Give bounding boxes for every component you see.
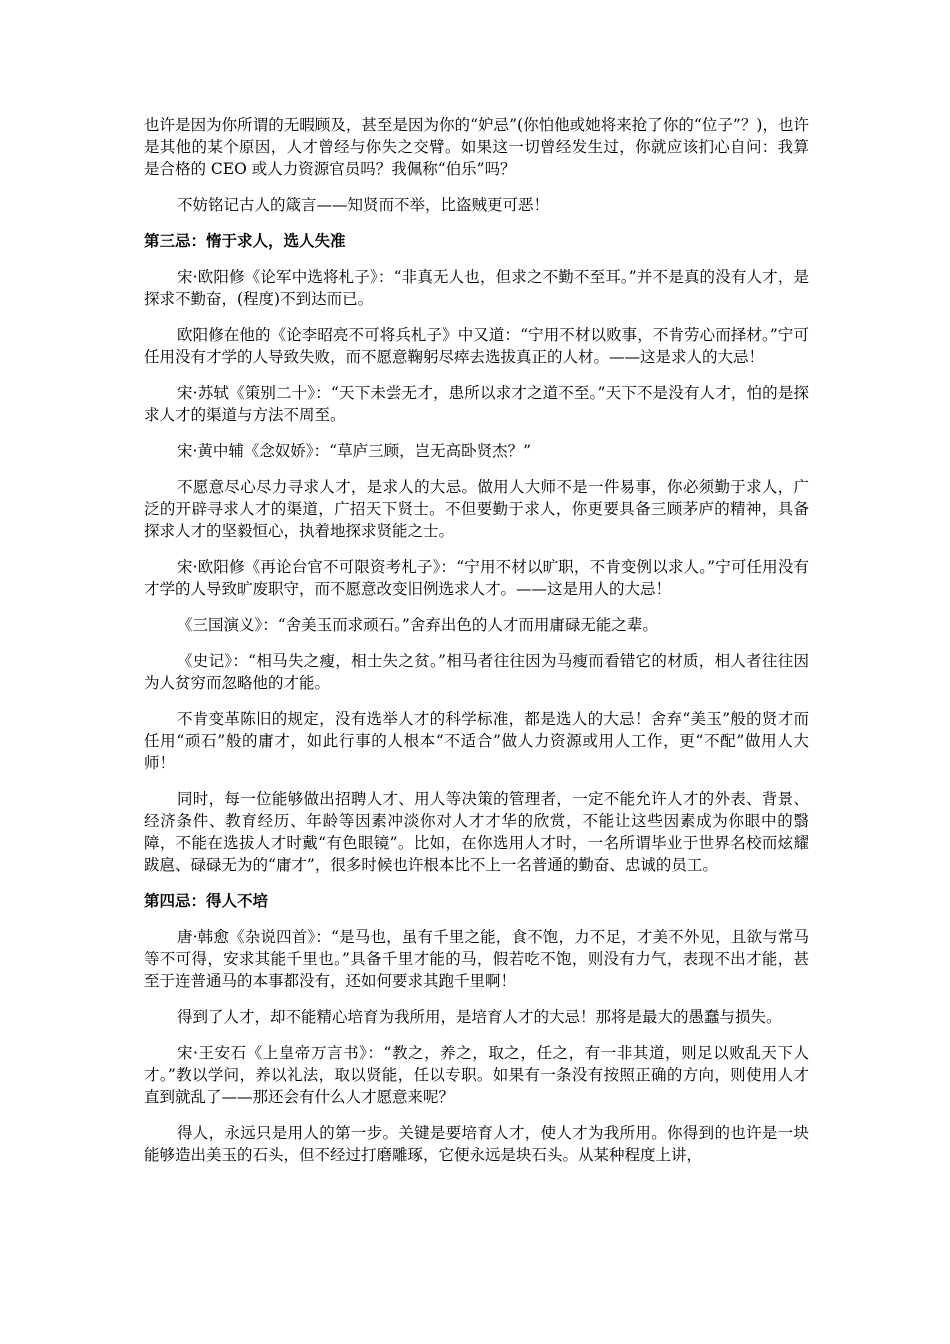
section-heading-3: 第三忌：惰于求人，选人失准 xyxy=(144,231,346,250)
paragraph: 宋·欧阳修《再论台官不可限资考札子》：“宁用不材以旷职，不肯变例以求人。”宁可任用没有才学的人导致旷废职守，而不愿意改变旧例选求人才。——这是用人的大忌！ xyxy=(144,558,809,598)
paragraph-maxim: 不妨铭记古人的箴言——知贤而不举，比盗贼更可恶！ xyxy=(177,196,550,214)
paragraph: 不愿意尽心尽力寻求人才，是求人的大忌。做用人大师不是一件易事，你必须勤于求人，广泛的开辟寻求人才的渠道，广招天下贤士。不但要勤于求人，你更要具备三顾茅庐的精神，具备探求人才的坚毅恒心，执着地探求贤能之士。 xyxy=(144,478,809,540)
section-heading-4: 第四忌：得人不培 xyxy=(144,891,269,910)
paragraph-intro: 也许是因为你所谓的无暇顾及，甚至是因为你的“妒忌”(你怕他或她将来抢了你的“位子”？)，也许是其他的某个原因，人才曾经与你失之交臂。如果这一切曾经发生过，你就应该扪心自问：我算是合格的 CEO 或人力资源官员吗？我佩称“伯乐”吗？ xyxy=(144,116,809,178)
paragraph: 宋·黄中辅《念奴娇》：“草庐三顾，岂无高卧贤杰？” xyxy=(177,442,532,460)
paragraph: 得人，永远只是用人的第一步。关键是要培育人才，使人才为我所用。你得到的也许是一块能够造出美玉的石头，但不经过打磨雕琢，它便永远是块石头。从某种程度上讲， xyxy=(144,1124,809,1164)
document-body xyxy=(144,114,809,1180)
paragraph: 《史记》：“相马失之瘦，相士失之贫。”相马者往往因为马瘦而看错它的材质，相人者往往因为人贫穷而忽略他的才能。 xyxy=(144,652,809,692)
paragraph: 宋·欧阳修《论军中选将札子》：“非真无人也，但求之不勤不至耳。”并不是真的没有人才，是探求不勤奋，(程度)不到达而已。 xyxy=(144,268,809,308)
paragraph: 不肯变革陈旧的规定，没有选举人才的科学标准，都是选人的大忌！舍弃“美玉”般的贤才而任用“顽石”般的庸才，如此行事的人根本“不适合”做人力资源或用人工作，更“不配”做用人大师！ xyxy=(144,710,809,772)
paragraph: 欧阳修在他的《论李昭亮不可将兵札子》中又道：“宁用不材以败事，不肯劳心而择材。”宁可任用没有才学的人导致失败，而不愿意鞠躬尽瘁去选拔真正的人材。——这是求人的大忌！ xyxy=(144,326,809,366)
paragraph: 得到了人才，却不能精心培育为我所用，是培育人才的大忌！那将是最大的愚蠢与损失。 xyxy=(177,1008,782,1026)
paragraph: 宋·王安石《上皇帝万言书》：“教之，养之，取之，任之，有一非其道，则足以败乱天下人才。”教以学问，养以礼法，取以贤能，任以专职。如果有一条没有按照正确的方向，则使用人才直到就乱了——那还会有什么人才愿意来呢？ xyxy=(144,1044,809,1106)
paragraph: 宋·苏轼《策别二十》：“天下未尝无才，患所以求才之道不至。”天下不是没有人才，怕的是探求人才的渠道与方法不周至。 xyxy=(144,384,809,424)
paragraph: 唐·韩愈《杂说四首》：“是马也，虽有千里之能，食不饱，力不足，才美不外见，且欲与常马等不可得，安求其能千里也。”具备千里才能的马，假若吃不饱，则没有力气，表现不出才能，甚至于连普通马的本事都没有，还如何要求其跑千里啊！ xyxy=(144,928,809,990)
paragraph: 《三国演义》：“舍美玉而求顽石。”舍弃出色的人才而用庸碌无能之辈。 xyxy=(177,616,658,634)
paragraph: 同时，每一位能够做出招聘人才、用人等决策的管理者，一定不能允许人才的外表、背景、经济条件、教育经历、年龄等因素冲淡你对人才才华的欣赏，不能让这些因素成为你眼中的翳障，不能在选拔人才时戴“有色眼镜”。比如，在你选用人才时，一名所谓毕业于世界名校而炫耀跋扈、碌碌无为的“庸才”，很多时候也许根本比不上一名普通的勤奋、忠诚的员工。 xyxy=(144,790,809,874)
